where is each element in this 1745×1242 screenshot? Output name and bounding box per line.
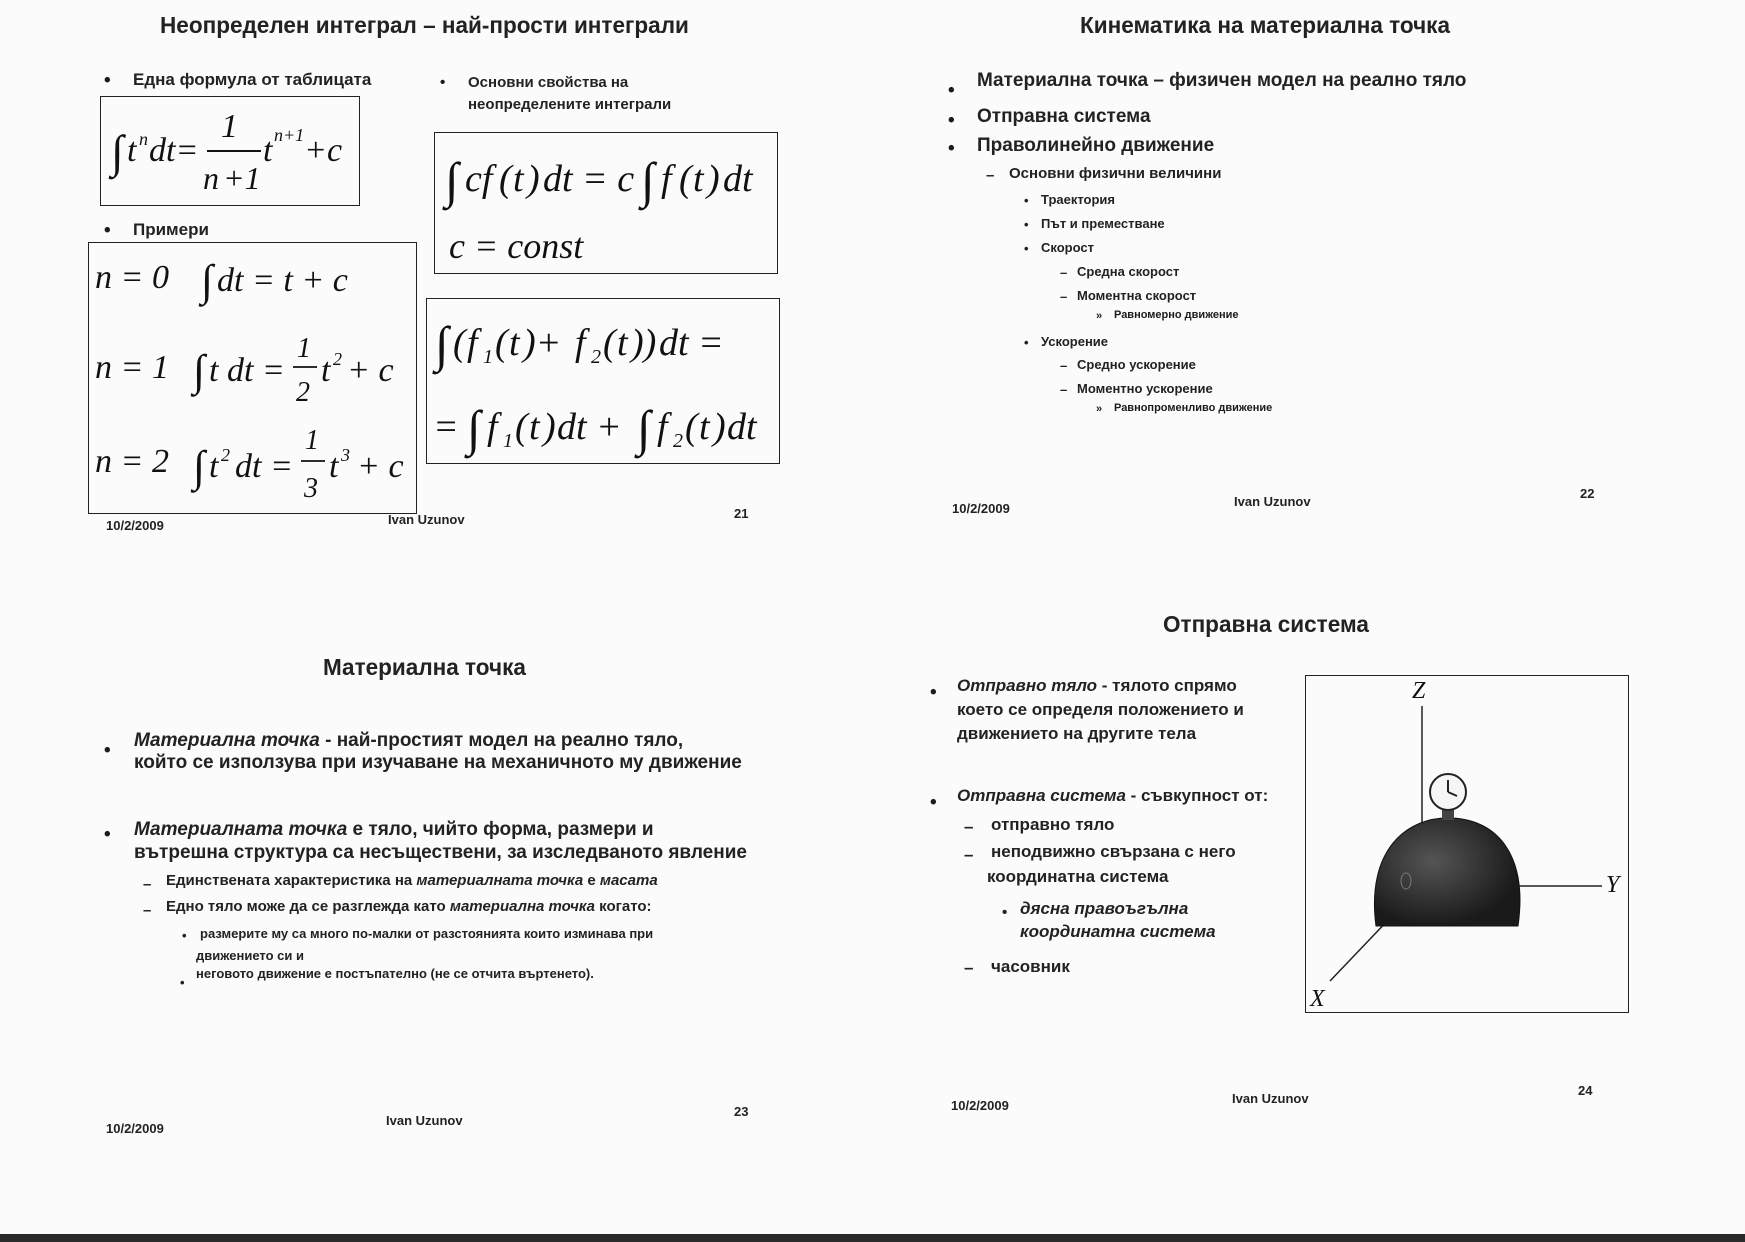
sub-2-term: материална точка	[449, 898, 595, 915]
slide23-sub-1	[166, 872, 658, 889]
svg-text:(: (	[495, 322, 508, 364]
bullet-2-rest: - съвкупност от:	[1125, 786, 1269, 805]
slide22-author: Ivan Uzunov	[1234, 494, 1311, 509]
svg-text:t: t	[699, 406, 710, 448]
svg-text:2: 2	[296, 377, 310, 408]
slide22-item-9: Равномерно движение	[1114, 309, 1239, 321]
svg-text:+: +	[304, 132, 327, 169]
dash-marker: –	[1060, 265, 1068, 280]
sub-1-term: материалната точка	[416, 872, 584, 889]
bullet-dot: •	[104, 70, 111, 91]
dash-marker: –	[964, 958, 974, 977]
slide24-bullet-1-line-2: което се определя положението и	[957, 700, 1244, 719]
axes-with-body-and-clock	[1306, 676, 1628, 1012]
slide22-item-1: Отправна система	[977, 106, 1151, 127]
sub-1-mid: е	[583, 872, 600, 889]
svg-text:∫: ∫	[445, 152, 459, 208]
svg-text:dt: dt	[723, 158, 753, 200]
svg-text:2: 2	[591, 346, 601, 368]
axis-y-label: Y	[1606, 872, 1620, 898]
slide22-item-7: Средна скорост	[1077, 264, 1180, 279]
svg-text:): )	[713, 406, 726, 448]
bullet-dot: •	[948, 80, 955, 101]
svg-text:∫: ∫	[641, 152, 655, 208]
bullet-dot: •	[930, 792, 937, 813]
example-integrals	[193, 243, 411, 513]
reference-body-shape	[1374, 818, 1519, 926]
svg-text:): )	[527, 158, 540, 200]
svg-text:)+: )+	[523, 322, 562, 364]
slide22-item-0: Материална точка – физичен модел на реално тяло	[977, 70, 1467, 91]
slide22-item-3: Основни физични величини	[1009, 165, 1222, 182]
svg-text:n+1: n+1	[274, 125, 305, 145]
reference-frame-figure	[1305, 675, 1629, 1013]
svg-text:t: t	[127, 132, 137, 169]
slide24-date: 10/2/2009	[951, 1098, 1009, 1113]
svg-text:): )	[543, 406, 556, 448]
svg-text:t dt =: t dt =	[209, 352, 285, 389]
svg-text:f: f	[467, 322, 478, 364]
sub-1-pre: Единствената характеристика на	[166, 872, 417, 889]
bullet-dot: •	[104, 824, 111, 845]
svg-text:∫: ∫	[193, 346, 206, 395]
svg-text:t: t	[329, 448, 339, 485]
bullet-dot: •	[1024, 241, 1029, 256]
slide22-item-12: Моментно ускорение	[1077, 381, 1213, 396]
svg-text:t: t	[617, 322, 628, 364]
svg-text:2: 2	[333, 349, 342, 369]
integral-table-formula-box	[100, 96, 360, 206]
axis-z-label: Z	[1412, 678, 1426, 704]
bullet-dot: •	[104, 220, 111, 241]
svg-text:t: t	[693, 158, 704, 200]
svg-text:dt =: dt =	[659, 322, 724, 364]
slide21-date: 10/2/2009	[106, 518, 164, 533]
slide21-author: Ivan Uzunov	[388, 512, 465, 527]
slide22-item-2: Праволинейно движение	[977, 135, 1215, 156]
dash-marker: –	[1060, 289, 1068, 304]
svg-text:cf: cf	[465, 158, 493, 200]
slide22-item-8: Моментна скорост	[1077, 288, 1197, 303]
svg-text:f: f	[575, 322, 586, 364]
dash-marker: –	[143, 876, 152, 893]
term-reference-body: Отправно тяло	[957, 676, 1098, 695]
slide23-subsub-1-line-1: размерите му са много по-малки от разстоянията които изминава при	[200, 926, 654, 941]
bullet-dot: •	[948, 110, 955, 131]
svg-text:1: 1	[221, 108, 238, 145]
paragraph-1-rest: - най-простият модел на реално тяло,	[319, 730, 684, 751]
scan-bottom-edge	[0, 1234, 1745, 1242]
svg-text:(: (	[453, 322, 466, 364]
example-n0-label: n = 0	[95, 259, 169, 296]
bullet-dot: •	[1024, 217, 1029, 232]
svg-text:dt = t + c: dt = t + c	[217, 262, 348, 299]
paragraph-2-rest: е тяло, чийто форма, размери и	[347, 819, 654, 840]
slide24-author: Ivan Uzunov	[1232, 1091, 1309, 1106]
slide23-paragraph-1-line-1	[134, 730, 683, 752]
integral-examples-box	[88, 242, 417, 514]
sub-1-term-mass: масата	[599, 872, 658, 889]
svg-text:t: t	[513, 158, 524, 200]
svg-text:1: 1	[483, 346, 493, 368]
slide23-paragraph-1-line-2: който се използува при изучаване на механичното му движение	[134, 752, 742, 773]
bullet-dot: •	[182, 928, 187, 943]
bullet-dot: •	[180, 975, 185, 990]
slide23-title: Материална точка	[323, 654, 526, 680]
slide23-author: Ivan Uzunov	[386, 1113, 463, 1128]
slide24-bullet-1-line-1	[957, 676, 1237, 696]
term-material-point-2: Материалната точка	[134, 819, 348, 840]
slide23-paragraph-2-line-1	[134, 819, 654, 841]
sub-2-pre: Едно тяло може да се разглежда като	[166, 898, 450, 915]
svg-text:f: f	[661, 158, 672, 200]
bullet-dot: •	[948, 138, 955, 159]
svg-text:1: 1	[305, 425, 319, 456]
svg-text:(: (	[515, 406, 528, 448]
svg-text:t: t	[209, 448, 219, 485]
term-material-point: Материална точка	[134, 730, 320, 751]
svg-text:3: 3	[304, 473, 318, 504]
svg-text:dt =: dt =	[235, 448, 293, 485]
sub-2-post: когато:	[594, 898, 652, 915]
svg-text:t: t	[529, 406, 540, 448]
svg-text:∫: ∫	[201, 256, 214, 305]
slide21-title: Неопределен интеграл – най-прости интеграли	[160, 12, 689, 38]
slide21-bullet-formula: Една формула от таблицата	[133, 70, 372, 89]
svg-text:f: f	[657, 406, 668, 448]
slide22-item-4: Траектория	[1041, 192, 1116, 207]
sum-rule-formula	[427, 299, 779, 463]
slide21-bullet-props-2: неопределените интеграли	[468, 96, 672, 113]
svg-text:1: 1	[503, 430, 513, 452]
slide21-bullet-props-1: Основни свойства на	[468, 74, 629, 91]
slide22-item-13: Равнопроменливо движение	[1114, 402, 1273, 414]
slide22-date: 10/2/2009	[952, 501, 1010, 516]
slide24-bullet-2	[957, 786, 1268, 806]
svg-text:+ c: + c	[347, 352, 394, 389]
svg-text:dt = c: dt = c	[543, 158, 635, 200]
bullet-dot: •	[104, 740, 111, 761]
slide24-dash-1: отправно тяло	[991, 815, 1115, 834]
svg-text:c: c	[327, 132, 343, 169]
slide24-dash-3: часовник	[991, 957, 1070, 976]
svg-text:∫: ∫	[435, 316, 449, 372]
axis-x-label: X	[1310, 986, 1325, 1012]
example-n2-label: n = 2	[95, 443, 169, 480]
power-rule-formula	[101, 97, 359, 205]
svg-text:+1: +1	[223, 160, 261, 196]
dash-marker: –	[143, 902, 152, 919]
constant-factor-rule	[435, 133, 777, 213]
svg-text:(: (	[499, 158, 512, 200]
slide21-bullet-examples: Примери	[133, 220, 209, 239]
svg-text:∫: ∫	[467, 400, 481, 456]
term-reference-system: Отправна система	[957, 786, 1126, 805]
svg-text:dt=: dt=	[149, 132, 199, 169]
slide23-page-number: 23	[734, 1104, 749, 1119]
dash-marker: –	[964, 817, 974, 836]
bullet-dot: •	[1024, 193, 1029, 208]
chevron-marker: »	[1096, 310, 1103, 322]
slide22-title: Кинематика на материална точка	[1080, 12, 1450, 38]
sum-rule-box	[426, 298, 780, 464]
slide22-item-11: Средно ускорение	[1077, 357, 1196, 372]
slide24-sub-line-1: дясна правоъгълна	[1020, 899, 1189, 918]
slide21-page-number: 21	[734, 506, 749, 521]
svg-text:dt: dt	[727, 406, 757, 448]
slide24-page-number: 24	[1578, 1083, 1593, 1098]
svg-text:t: t	[509, 322, 520, 364]
bullet-1-rest: - тялото спрямо	[1097, 676, 1237, 695]
slide22-item-10: Ускорение	[1041, 334, 1109, 349]
svg-text:2: 2	[221, 445, 230, 465]
dash-marker: –	[964, 845, 974, 864]
svg-text:n: n	[139, 129, 148, 149]
svg-text:n: n	[203, 160, 219, 196]
svg-text:): )	[707, 158, 720, 200]
slide23-sub-2	[166, 898, 652, 915]
svg-text:=: =	[433, 406, 459, 448]
slide22-item-6: Скорост	[1041, 240, 1094, 255]
example-n1-label: n = 1	[95, 349, 169, 386]
svg-text:)): ))	[631, 322, 657, 364]
svg-text:1: 1	[297, 333, 311, 364]
slide24-title: Отправна система	[1163, 611, 1369, 637]
svg-text:(: (	[603, 322, 616, 364]
slide22-item-5: Път и преместване	[1041, 216, 1165, 231]
svg-text:dt +: dt +	[557, 406, 622, 448]
svg-text:∫: ∫	[193, 442, 206, 491]
svg-text:∫: ∫	[637, 400, 651, 456]
bullet-dot: •	[1002, 904, 1008, 921]
bullet-dot: •	[440, 74, 446, 91]
linearity-constant-box	[434, 132, 778, 274]
constant-definition: c = const	[449, 226, 584, 266]
slide23-paragraph-2-line-2: вътрешна структура са несъществени, за изследваното явление	[134, 842, 747, 863]
slide24-bullet-1-line-3: движението на другите тела	[957, 724, 1197, 743]
svg-text:2: 2	[673, 430, 683, 452]
slide24-sub-line-2: координатна система	[1020, 922, 1216, 941]
slide23-subsub-1-line-2: движението си и	[196, 948, 304, 963]
chevron-marker: »	[1096, 403, 1103, 415]
slide23-date: 10/2/2009	[106, 1121, 164, 1136]
svg-text:(: (	[679, 158, 692, 200]
bullet-dot: •	[1024, 335, 1029, 350]
slide22-page-number: 22	[1580, 486, 1595, 501]
dash-marker: –	[986, 167, 995, 184]
dash-marker: –	[1060, 382, 1068, 397]
bullet-dot: •	[930, 682, 937, 703]
dash-marker: –	[1060, 358, 1068, 373]
svg-text:f: f	[487, 406, 498, 448]
svg-text:3: 3	[341, 445, 350, 465]
svg-text:(: (	[685, 406, 698, 448]
svg-text:+ c: + c	[357, 448, 404, 485]
slide23-subsub-2: неговото движение е постъпателно (не се отчита въртенето).	[196, 966, 594, 981]
svg-text:∫: ∫	[111, 126, 124, 177]
slide24-dash-2-line-1: неподвижно свързана с него	[991, 842, 1236, 861]
svg-text:t: t	[263, 132, 273, 169]
slide24-dash-2-line-2: координатна система	[987, 867, 1169, 886]
svg-text:t: t	[321, 352, 331, 389]
